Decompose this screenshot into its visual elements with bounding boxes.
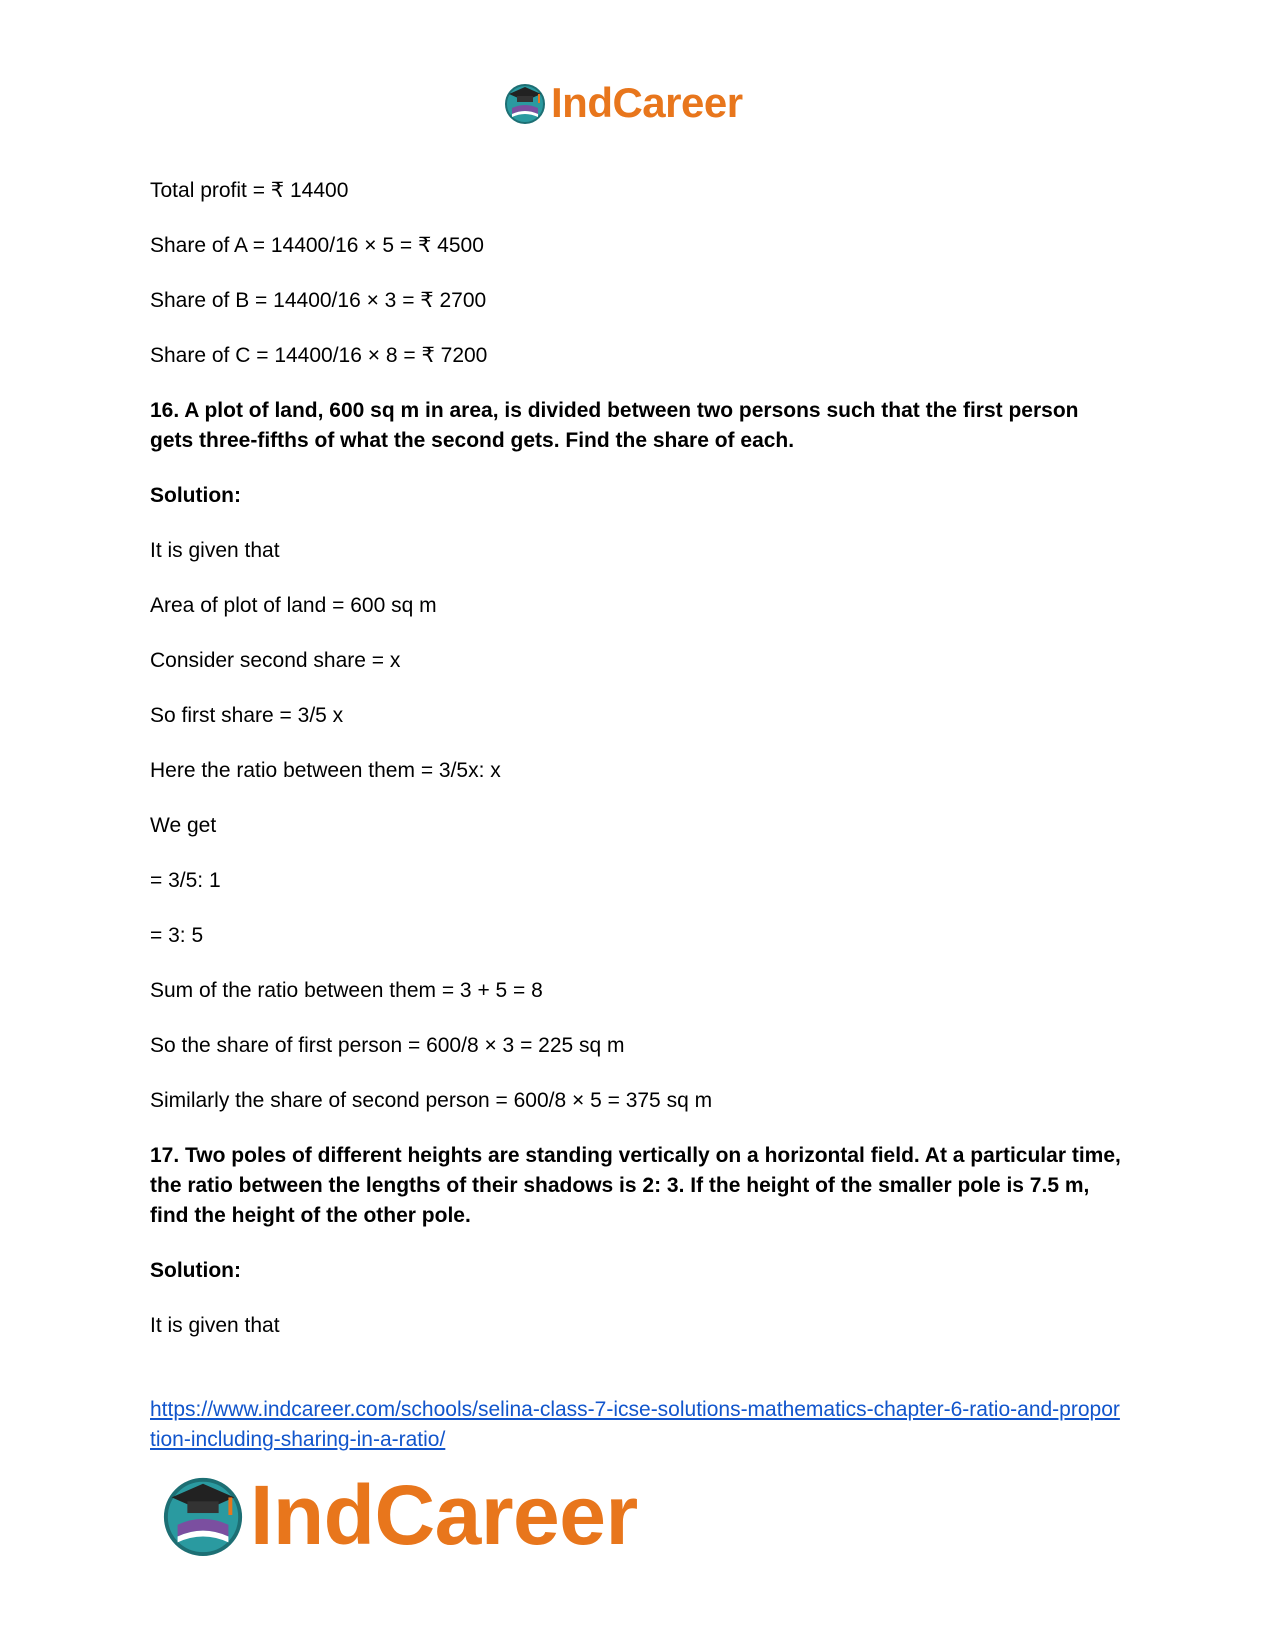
logo-wordmark: IndCareer — [551, 79, 743, 126]
graduation-cap-book-icon — [160, 1472, 246, 1558]
solution-step: Consider second share = x — [150, 649, 401, 672]
footer-logo — [160, 1467, 638, 1562]
text-line: Share of C = 14400/16 × 8 = ₹ 7200 — [150, 344, 488, 367]
source-url-link[interactable]: https://www.indcareer.com/schools/selina-class-7-icse-solutions-mathematics-chapter-6-ratio-and-proportion-including-sharing-in-a-ratio/ — [150, 1398, 1120, 1451]
header-logo — [503, 78, 743, 128]
solution-step: Sum of the ratio between them = 3 + 5 = 8 — [150, 979, 543, 1002]
text-line: Total profit = ₹ 14400 — [150, 179, 349, 202]
solution-step: We get — [150, 814, 217, 837]
solution-step: Here the ratio between them = 3/5x: x — [150, 759, 501, 782]
solution-label: Solution: — [150, 484, 241, 507]
solution-step: So the share of first person = 600/8 × 3 = 225 sq m — [150, 1034, 625, 1057]
solution-step: Similarly the share of second person = 600/8 × 5 = 375 sq m — [150, 1089, 713, 1112]
graduation-cap-book-icon — [503, 81, 547, 125]
logo-wordmark: IndCareer — [250, 1467, 638, 1562]
solution-step: So first share = 3/5 x — [150, 704, 344, 727]
solution-label: Solution: — [150, 1259, 241, 1282]
question-17: 17. Two poles of different heights are standing vertically on a horizontal field. At a particular time, the ratio between the lengths of their shadows is 2: 3. If the height of the smaller pole is 7.5 m, find the height of the other pole. — [150, 1144, 1121, 1227]
text-line: Share of A = 14400/16 × 5 = ₹ 4500 — [150, 234, 484, 257]
text-line: Share of B = 14400/16 × 3 = ₹ 2700 — [150, 289, 487, 312]
solution-step: = 3/5: 1 — [150, 869, 221, 892]
question-16: 16. A plot of land, 600 sq m in area, is divided between two persons such that the first person gets three-fifths of what the second gets. Find the share of each. — [150, 399, 1079, 452]
solution-step: Area of plot of land = 600 sq m — [150, 594, 437, 617]
solution-step: It is given that — [150, 539, 280, 562]
solution-step: = 3: 5 — [150, 924, 204, 947]
solution-step: It is given that — [150, 1314, 280, 1337]
document-body — [150, 176, 1125, 1366]
